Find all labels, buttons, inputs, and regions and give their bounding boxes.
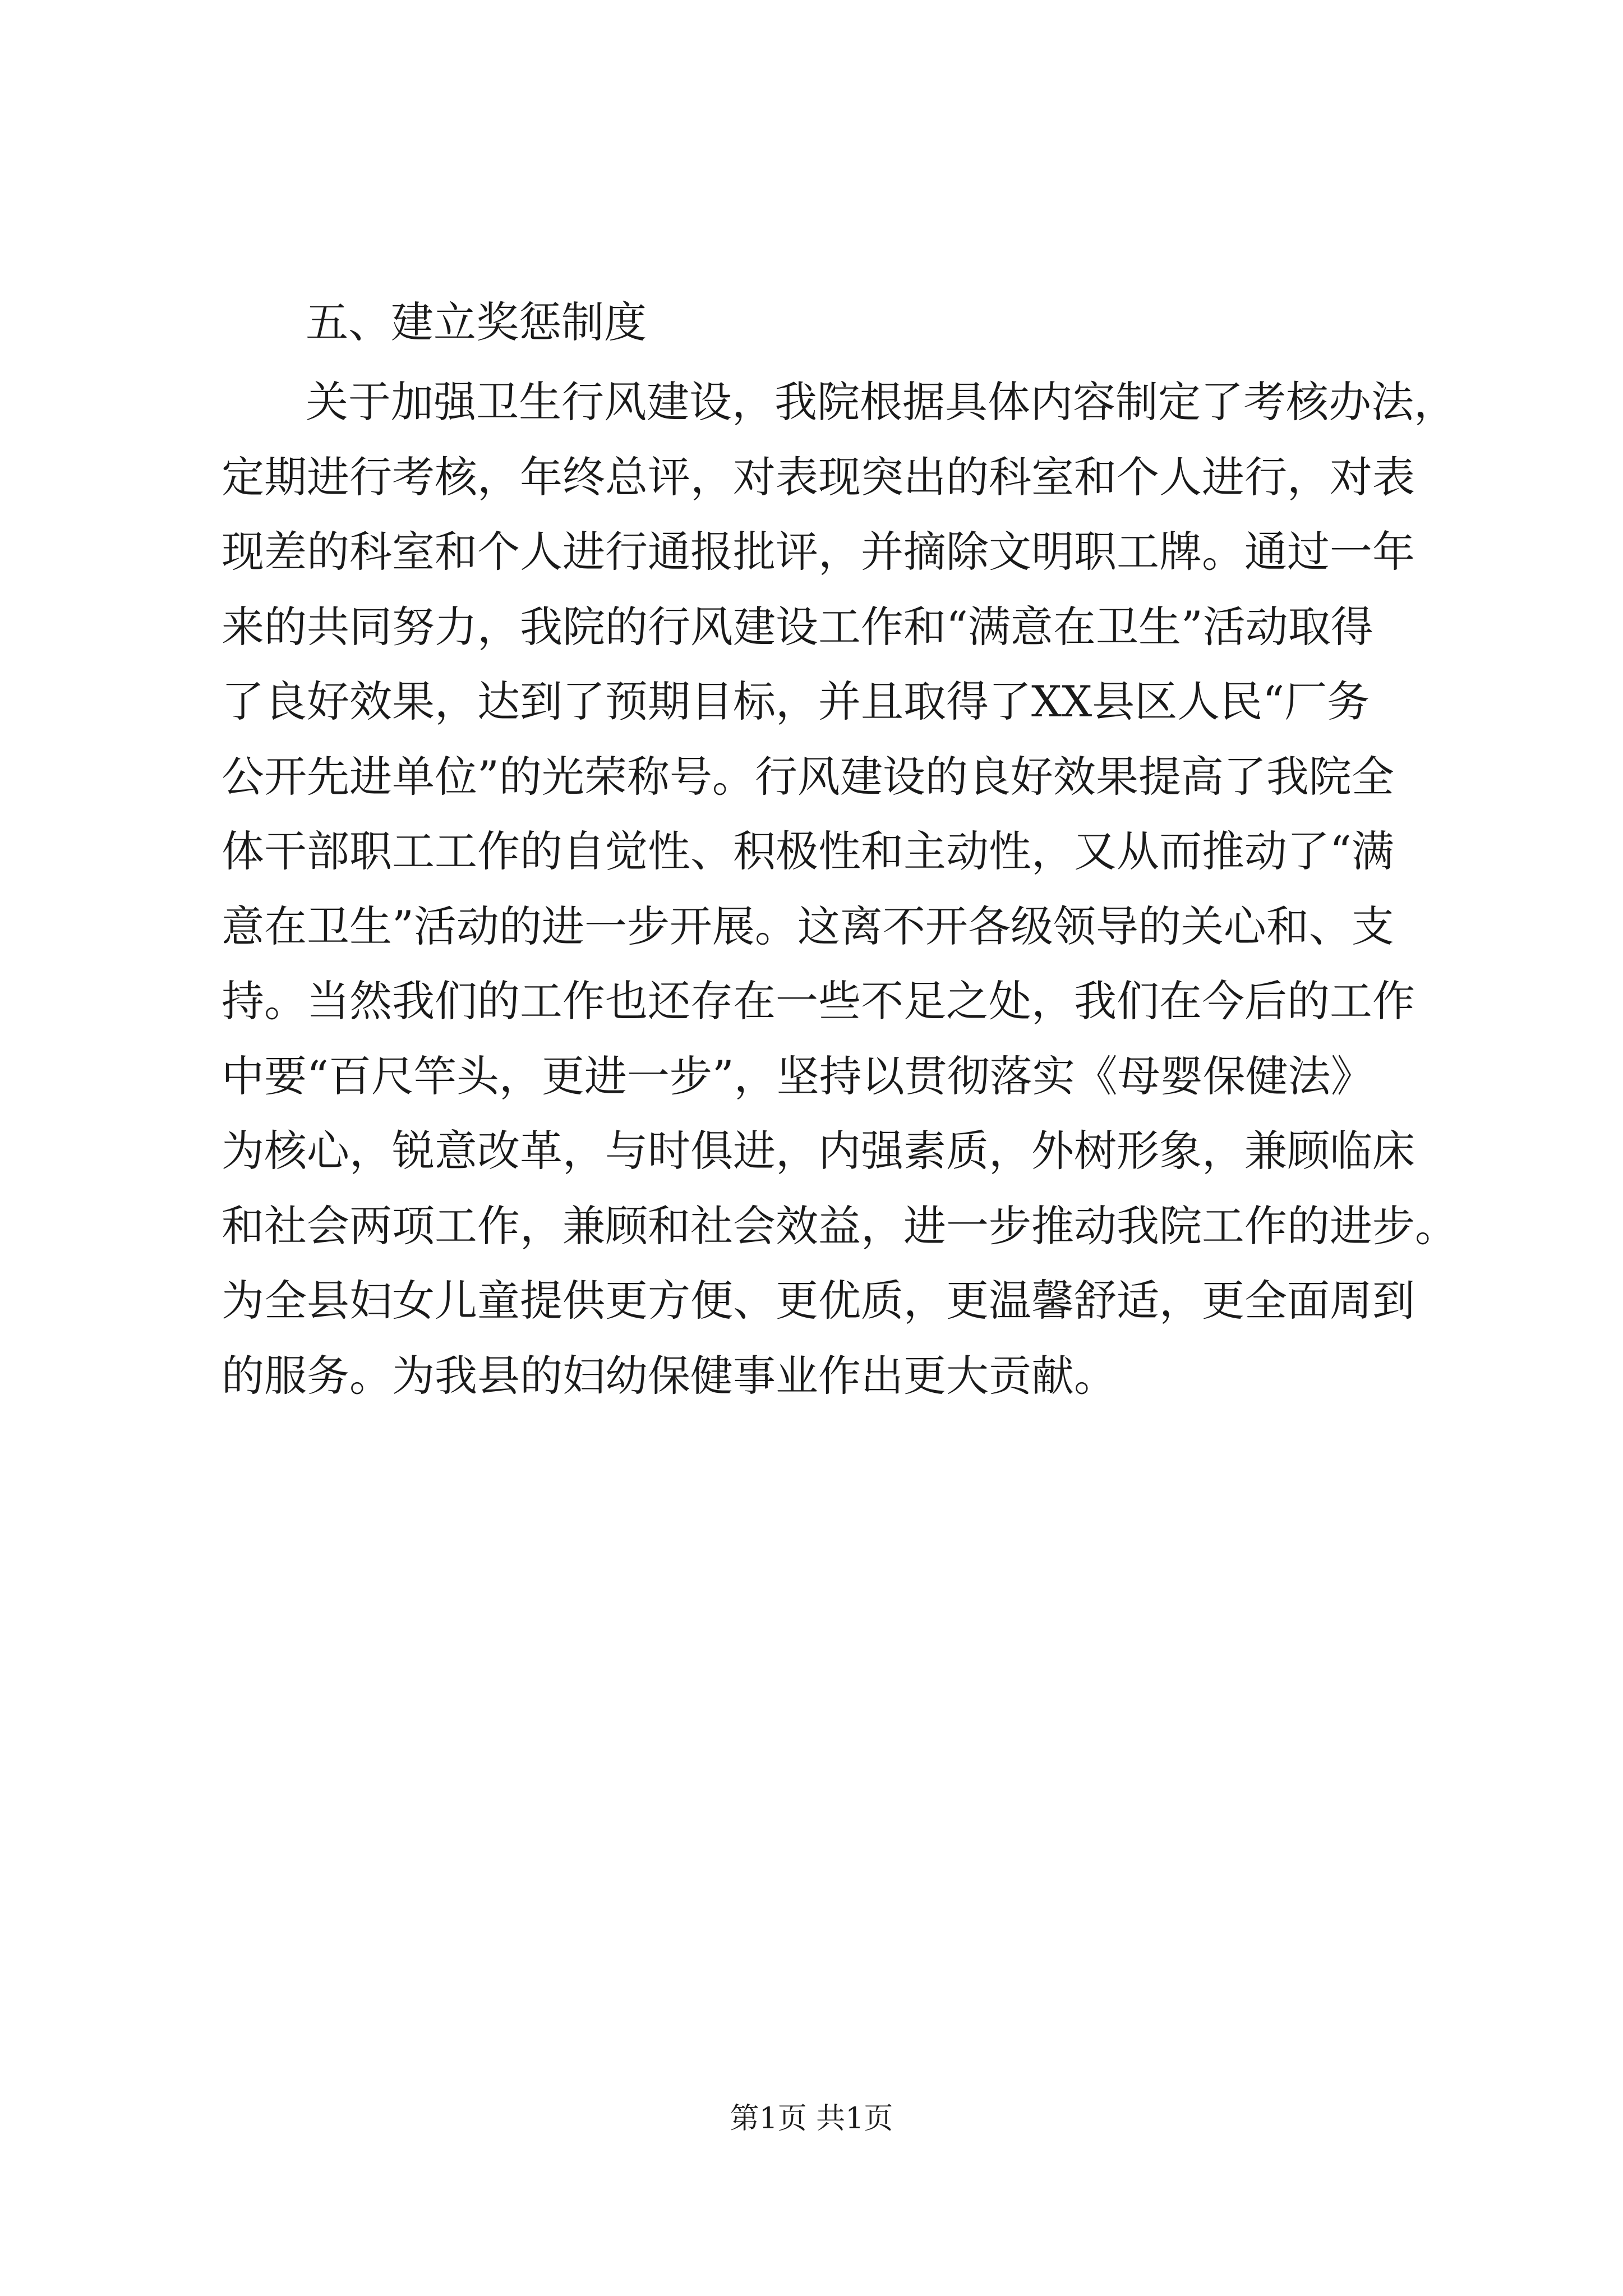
section-heading: 五、建立奖惩制度 [306,297,647,347]
paragraph-line: 为全县妇女儿童提供更方便、更优质，更温馨舒适，更全面周到 [222,1276,1415,1326]
paragraph-line: 关于加强卫生行风建设，我院根据具体内容制定了考核办法， [306,377,1456,427]
paragraph-line: 定期进行考核，年终总评，对表现突出的科室和个人进行，对表 [222,452,1415,502]
paragraph-line: 体干部职工工作的自觉性、积极性和主动性，又从而推动了“满 [222,826,1394,876]
paragraph-line: 持。当然我们的工作也还存在一些不足之处，我们在今后的工作 [222,976,1415,1026]
paragraph-line: 公开先进单位”的光荣称号。行风建设的良好效果提高了我院全 [222,751,1394,802]
paragraph-line: 为核心，锐意改革，与时俱进，内强素质，外树形象，兼顾临床 [222,1126,1415,1176]
page-footer: 第1页 共1页 [730,2102,893,2136]
paragraph-line: 现差的科室和个人进行通报批评，并摘除文明职工牌。通过一年 [222,527,1415,577]
paragraph-line: 了良好效果，达到了预期目标，并且取得了XX县区人民“厂务 [222,677,1370,726]
paragraph-line: 来的共同努力，我院的行风建设工作和“满意在卫生”活动取得 [222,601,1373,652]
paragraph-line: 意在卫生”活动的进一步开展。这离不开各级领导的关心和、支 [222,901,1394,951]
paragraph-line: 的服务。为我县的妇幼保健事业作出更大贡献。 [222,1350,1117,1401]
paragraph-line: 和社会两项工作，兼顾和社会效益，进一步推动我院工作的进步。 [222,1200,1458,1251]
paragraph-line: 中要“百尺竿头，更进一步”，坚持以贯彻落实《母婴保健法》 [222,1051,1373,1101]
document-body [222,280,1458,1413]
